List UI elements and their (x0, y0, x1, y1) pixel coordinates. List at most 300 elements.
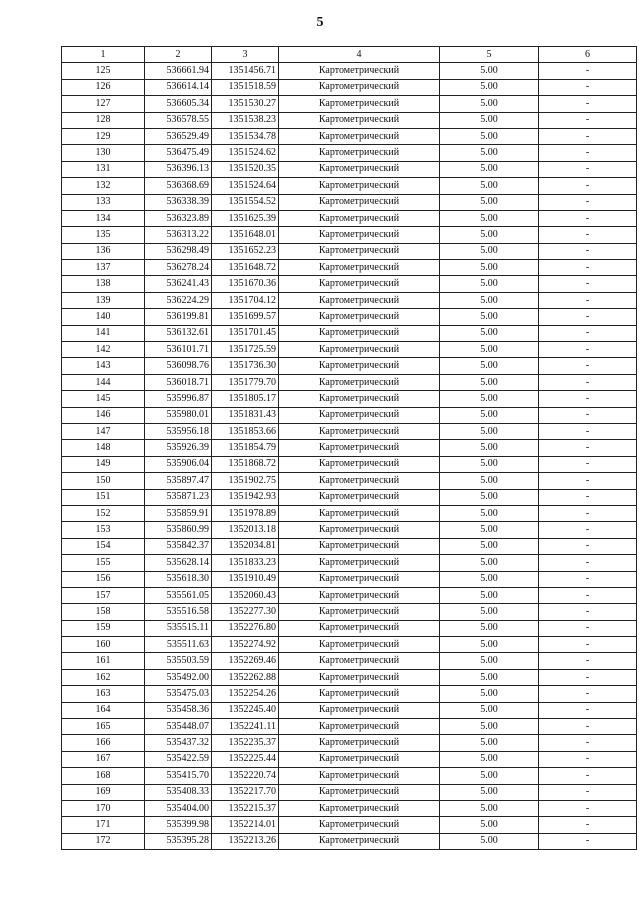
method-cell: Картометрический (279, 686, 440, 702)
x-coordinate-cell: 535458.36 (145, 702, 212, 718)
coordinates-table (61, 46, 637, 850)
x-coordinate-cell: 536199.81 (145, 309, 212, 325)
description-cell: - (539, 620, 637, 636)
accuracy-cell: 5.00 (440, 686, 539, 702)
x-coordinate-cell: 535860.99 (145, 522, 212, 538)
y-coordinate-cell: 1352254.26 (212, 686, 279, 702)
accuracy-cell: 5.00 (440, 719, 539, 735)
method-cell: Картометрический (279, 719, 440, 735)
method-cell: Картометрический (279, 243, 440, 259)
accuracy-cell: 5.00 (440, 817, 539, 833)
accuracy-cell: 5.00 (440, 768, 539, 784)
point-number-cell: 161 (62, 653, 145, 669)
table-row (62, 145, 637, 161)
description-cell: - (539, 686, 637, 702)
point-number-cell: 165 (62, 719, 145, 735)
x-coordinate-cell: 536396.13 (145, 161, 212, 177)
x-coordinate-cell: 536278.24 (145, 260, 212, 276)
point-number-cell: 147 (62, 423, 145, 439)
method-cell: Картометрический (279, 669, 440, 685)
accuracy-cell: 5.00 (440, 571, 539, 587)
point-number-cell: 143 (62, 358, 145, 374)
page-number: 5 (316, 15, 324, 30)
description-cell: - (539, 735, 637, 751)
table-row (62, 719, 637, 735)
x-coordinate-cell: 535395.28 (145, 833, 212, 849)
method-cell: Картометрический (279, 800, 440, 816)
table-row (62, 161, 637, 177)
point-number-cell: 132 (62, 178, 145, 194)
y-coordinate-cell: 1351670.36 (212, 276, 279, 292)
x-coordinate-cell: 536101.71 (145, 342, 212, 358)
y-coordinate-cell: 1352214.01 (212, 817, 279, 833)
point-number-cell: 153 (62, 522, 145, 538)
table-row (62, 440, 637, 456)
y-coordinate-cell: 1351648.01 (212, 227, 279, 243)
table-row (62, 669, 637, 685)
point-number-cell: 125 (62, 63, 145, 79)
point-number-cell: 162 (62, 669, 145, 685)
method-cell: Картометрический (279, 587, 440, 603)
method-cell: Картометрический (279, 751, 440, 767)
accuracy-cell: 5.00 (440, 210, 539, 226)
table-row (62, 79, 637, 95)
table-row (62, 522, 637, 538)
method-cell: Картометрический (279, 620, 440, 636)
table-body (62, 63, 637, 850)
description-cell: - (539, 243, 637, 259)
point-number-cell: 136 (62, 243, 145, 259)
y-coordinate-cell: 1351534.78 (212, 128, 279, 144)
table-row (62, 751, 637, 767)
method-cell: Картометрический (279, 325, 440, 341)
method-cell: Картометрический (279, 309, 440, 325)
table-row (62, 686, 637, 702)
table-row (62, 292, 637, 308)
x-coordinate-cell: 535842.37 (145, 538, 212, 554)
table-row (62, 456, 637, 472)
point-number-cell: 157 (62, 587, 145, 603)
y-coordinate-cell: 1351736.30 (212, 358, 279, 374)
y-coordinate-cell: 1351652.23 (212, 243, 279, 259)
y-coordinate-cell: 1351524.64 (212, 178, 279, 194)
y-coordinate-cell: 1352220.74 (212, 768, 279, 784)
table-row (62, 702, 637, 718)
table-row (62, 63, 637, 79)
point-number-cell: 167 (62, 751, 145, 767)
accuracy-cell: 5.00 (440, 604, 539, 620)
x-coordinate-cell: 536614.14 (145, 79, 212, 95)
accuracy-cell: 5.00 (440, 751, 539, 767)
description-cell: - (539, 112, 637, 128)
header-col-2: 2 (145, 47, 212, 63)
accuracy-cell: 5.00 (440, 358, 539, 374)
table-row (62, 194, 637, 210)
accuracy-cell: 5.00 (440, 260, 539, 276)
y-coordinate-cell: 1352215.37 (212, 800, 279, 816)
description-cell: - (539, 423, 637, 439)
description-cell: - (539, 391, 637, 407)
point-number-cell: 159 (62, 620, 145, 636)
y-coordinate-cell: 1352277.30 (212, 604, 279, 620)
y-coordinate-cell: 1352274.92 (212, 637, 279, 653)
accuracy-cell: 5.00 (440, 79, 539, 95)
method-cell: Картометрический (279, 178, 440, 194)
accuracy-cell: 5.00 (440, 391, 539, 407)
x-coordinate-cell: 535503.59 (145, 653, 212, 669)
method-cell: Картометрический (279, 555, 440, 571)
accuracy-cell: 5.00 (440, 522, 539, 538)
y-coordinate-cell: 1351530.27 (212, 96, 279, 112)
y-coordinate-cell: 1351699.57 (212, 309, 279, 325)
accuracy-cell: 5.00 (440, 194, 539, 210)
accuracy-cell: 5.00 (440, 423, 539, 439)
accuracy-cell: 5.00 (440, 620, 539, 636)
description-cell: - (539, 456, 637, 472)
table-row (62, 800, 637, 816)
method-cell: Картометрический (279, 604, 440, 620)
y-coordinate-cell: 1351902.75 (212, 473, 279, 489)
accuracy-cell: 5.00 (440, 407, 539, 423)
y-coordinate-cell: 1351701.45 (212, 325, 279, 341)
table-row (62, 112, 637, 128)
accuracy-cell: 5.00 (440, 309, 539, 325)
description-cell: - (539, 653, 637, 669)
table-row (62, 325, 637, 341)
description-cell: - (539, 194, 637, 210)
x-coordinate-cell: 536578.55 (145, 112, 212, 128)
accuracy-cell: 5.00 (440, 669, 539, 685)
point-number-cell: 133 (62, 194, 145, 210)
point-number-cell: 134 (62, 210, 145, 226)
point-number-cell: 130 (62, 145, 145, 161)
point-number-cell: 129 (62, 128, 145, 144)
y-coordinate-cell: 1351518.59 (212, 79, 279, 95)
method-cell: Картометрический (279, 423, 440, 439)
accuracy-cell: 5.00 (440, 653, 539, 669)
point-number-cell: 152 (62, 505, 145, 521)
x-coordinate-cell: 535996.87 (145, 391, 212, 407)
accuracy-cell: 5.00 (440, 243, 539, 259)
table-row (62, 784, 637, 800)
accuracy-cell: 5.00 (440, 178, 539, 194)
point-number-cell: 140 (62, 309, 145, 325)
y-coordinate-cell: 1351779.70 (212, 374, 279, 390)
method-cell: Картометрический (279, 489, 440, 505)
table-row (62, 833, 637, 849)
method-cell: Картометрический (279, 227, 440, 243)
accuracy-cell: 5.00 (440, 128, 539, 144)
method-cell: Картометрический (279, 145, 440, 161)
accuracy-cell: 5.00 (440, 96, 539, 112)
y-coordinate-cell: 1351853.66 (212, 423, 279, 439)
point-number-cell: 139 (62, 292, 145, 308)
x-coordinate-cell: 535906.04 (145, 456, 212, 472)
method-cell: Картометрический (279, 456, 440, 472)
x-coordinate-cell: 536313.22 (145, 227, 212, 243)
point-number-cell: 164 (62, 702, 145, 718)
description-cell: - (539, 604, 637, 620)
y-coordinate-cell: 1352013.18 (212, 522, 279, 538)
method-cell: Картометрический (279, 407, 440, 423)
point-number-cell: 148 (62, 440, 145, 456)
y-coordinate-cell: 1352217.70 (212, 784, 279, 800)
x-coordinate-cell: 536224.29 (145, 292, 212, 308)
description-cell: - (539, 96, 637, 112)
point-number-cell: 127 (62, 96, 145, 112)
x-coordinate-cell: 536323.89 (145, 210, 212, 226)
x-coordinate-cell: 535561.05 (145, 587, 212, 603)
point-number-cell: 131 (62, 161, 145, 177)
y-coordinate-cell: 1352235.37 (212, 735, 279, 751)
description-cell: - (539, 63, 637, 79)
method-cell: Картометрический (279, 505, 440, 521)
method-cell: Картометрический (279, 112, 440, 128)
description-cell: - (539, 669, 637, 685)
table-row (62, 735, 637, 751)
x-coordinate-cell: 535859.91 (145, 505, 212, 521)
method-cell: Картометрический (279, 833, 440, 849)
x-coordinate-cell: 535516.58 (145, 604, 212, 620)
point-number-cell: 158 (62, 604, 145, 620)
method-cell: Картометрический (279, 96, 440, 112)
point-number-cell: 169 (62, 784, 145, 800)
point-number-cell: 156 (62, 571, 145, 587)
x-coordinate-cell: 535415.70 (145, 768, 212, 784)
y-coordinate-cell: 1352269.46 (212, 653, 279, 669)
description-cell: - (539, 719, 637, 735)
y-coordinate-cell: 1351805.17 (212, 391, 279, 407)
point-number-cell: 160 (62, 637, 145, 653)
y-coordinate-cell: 1351524.62 (212, 145, 279, 161)
description-cell: - (539, 79, 637, 95)
point-number-cell: 144 (62, 374, 145, 390)
method-cell: Картометрический (279, 374, 440, 390)
method-cell: Картометрический (279, 440, 440, 456)
y-coordinate-cell: 1351910.49 (212, 571, 279, 587)
method-cell: Картометрический (279, 63, 440, 79)
x-coordinate-cell: 535511.63 (145, 637, 212, 653)
point-number-cell: 138 (62, 276, 145, 292)
method-cell: Картометрический (279, 817, 440, 833)
accuracy-cell: 5.00 (440, 161, 539, 177)
table-row (62, 96, 637, 112)
description-cell: - (539, 637, 637, 653)
point-number-cell: 145 (62, 391, 145, 407)
x-coordinate-cell: 535492.00 (145, 669, 212, 685)
description-cell: - (539, 555, 637, 571)
y-coordinate-cell: 1352262.88 (212, 669, 279, 685)
table-row (62, 817, 637, 833)
accuracy-cell: 5.00 (440, 735, 539, 751)
method-cell: Картометрический (279, 391, 440, 407)
point-number-cell: 171 (62, 817, 145, 833)
y-coordinate-cell: 1351625.39 (212, 210, 279, 226)
description-cell: - (539, 178, 637, 194)
accuracy-cell: 5.00 (440, 505, 539, 521)
table-row (62, 653, 637, 669)
accuracy-cell: 5.00 (440, 637, 539, 653)
description-cell: - (539, 210, 637, 226)
description-cell: - (539, 522, 637, 538)
y-coordinate-cell: 1351868.72 (212, 456, 279, 472)
method-cell: Картометрический (279, 161, 440, 177)
y-coordinate-cell: 1352241.11 (212, 719, 279, 735)
x-coordinate-cell: 535956.18 (145, 423, 212, 439)
point-number-cell: 135 (62, 227, 145, 243)
point-number-cell: 149 (62, 456, 145, 472)
method-cell: Картометрический (279, 768, 440, 784)
y-coordinate-cell: 1351725.59 (212, 342, 279, 358)
x-coordinate-cell: 535618.30 (145, 571, 212, 587)
point-number-cell: 128 (62, 112, 145, 128)
description-cell: - (539, 587, 637, 603)
header-row (62, 47, 637, 63)
y-coordinate-cell: 1351520.35 (212, 161, 279, 177)
x-coordinate-cell: 535422.59 (145, 751, 212, 767)
y-coordinate-cell: 1352060.43 (212, 587, 279, 603)
x-coordinate-cell: 536132.61 (145, 325, 212, 341)
point-number-cell: 154 (62, 538, 145, 554)
description-cell: - (539, 571, 637, 587)
description-cell: - (539, 358, 637, 374)
description-cell: - (539, 292, 637, 308)
description-cell: - (539, 702, 637, 718)
method-cell: Картометрический (279, 128, 440, 144)
table-row (62, 358, 637, 374)
method-cell: Картометрический (279, 653, 440, 669)
table-row (62, 768, 637, 784)
table-row (62, 374, 637, 390)
description-cell: - (539, 227, 637, 243)
y-coordinate-cell: 1351978.89 (212, 505, 279, 521)
table-row (62, 227, 637, 243)
accuracy-cell: 5.00 (440, 227, 539, 243)
table-row (62, 637, 637, 653)
x-coordinate-cell: 535980.01 (145, 407, 212, 423)
accuracy-cell: 5.00 (440, 784, 539, 800)
accuracy-cell: 5.00 (440, 112, 539, 128)
description-cell: - (539, 800, 637, 816)
description-cell: - (539, 325, 637, 341)
y-coordinate-cell: 1351854.79 (212, 440, 279, 456)
table-row (62, 505, 637, 521)
accuracy-cell: 5.00 (440, 374, 539, 390)
description-cell: - (539, 473, 637, 489)
point-number-cell: 172 (62, 833, 145, 849)
y-coordinate-cell: 1351942.93 (212, 489, 279, 505)
accuracy-cell: 5.00 (440, 145, 539, 161)
description-cell: - (539, 751, 637, 767)
accuracy-cell: 5.00 (440, 292, 539, 308)
table-row (62, 489, 637, 505)
point-number-cell: 150 (62, 473, 145, 489)
point-number-cell: 163 (62, 686, 145, 702)
point-number-cell: 168 (62, 768, 145, 784)
accuracy-cell: 5.00 (440, 702, 539, 718)
method-cell: Картометрический (279, 292, 440, 308)
y-coordinate-cell: 1351704.12 (212, 292, 279, 308)
description-cell: - (539, 407, 637, 423)
table-row (62, 538, 637, 554)
description-cell: - (539, 342, 637, 358)
x-coordinate-cell: 535475.03 (145, 686, 212, 702)
description-cell: - (539, 833, 637, 849)
x-coordinate-cell: 535404.00 (145, 800, 212, 816)
method-cell: Картометрический (279, 342, 440, 358)
header-col-4: 4 (279, 47, 440, 63)
method-cell: Картометрический (279, 784, 440, 800)
y-coordinate-cell: 1352225.44 (212, 751, 279, 767)
x-coordinate-cell: 535628.14 (145, 555, 212, 571)
x-coordinate-cell: 536475.49 (145, 145, 212, 161)
x-coordinate-cell: 535871.23 (145, 489, 212, 505)
accuracy-cell: 5.00 (440, 473, 539, 489)
x-coordinate-cell: 536241.43 (145, 276, 212, 292)
description-cell: - (539, 260, 637, 276)
x-coordinate-cell: 536368.69 (145, 178, 212, 194)
y-coordinate-cell: 1352034.81 (212, 538, 279, 554)
y-coordinate-cell: 1352213.26 (212, 833, 279, 849)
y-coordinate-cell: 1351456.71 (212, 63, 279, 79)
description-cell: - (539, 768, 637, 784)
point-number-cell: 126 (62, 79, 145, 95)
accuracy-cell: 5.00 (440, 342, 539, 358)
point-number-cell: 146 (62, 407, 145, 423)
method-cell: Картометрический (279, 637, 440, 653)
description-cell: - (539, 374, 637, 390)
x-coordinate-cell: 535515.11 (145, 620, 212, 636)
y-coordinate-cell: 1352276.80 (212, 620, 279, 636)
table-row (62, 473, 637, 489)
point-number-cell: 155 (62, 555, 145, 571)
method-cell: Картометрический (279, 522, 440, 538)
accuracy-cell: 5.00 (440, 63, 539, 79)
accuracy-cell: 5.00 (440, 489, 539, 505)
y-coordinate-cell: 1352245.40 (212, 702, 279, 718)
table-row (62, 604, 637, 620)
table-row (62, 571, 637, 587)
table-row (62, 276, 637, 292)
x-coordinate-cell: 535448.07 (145, 719, 212, 735)
description-cell: - (539, 276, 637, 292)
description-cell: - (539, 440, 637, 456)
x-coordinate-cell: 535437.32 (145, 735, 212, 751)
method-cell: Картометрический (279, 735, 440, 751)
method-cell: Картометрический (279, 571, 440, 587)
table-row (62, 243, 637, 259)
accuracy-cell: 5.00 (440, 440, 539, 456)
y-coordinate-cell: 1351648.72 (212, 260, 279, 276)
table-row (62, 342, 637, 358)
x-coordinate-cell: 536018.71 (145, 374, 212, 390)
table-row (62, 128, 637, 144)
description-cell: - (539, 505, 637, 521)
x-coordinate-cell: 536298.49 (145, 243, 212, 259)
point-number-cell: 141 (62, 325, 145, 341)
point-number-cell: 142 (62, 342, 145, 358)
table-row (62, 423, 637, 439)
table-header (62, 47, 637, 63)
table-row (62, 260, 637, 276)
point-number-cell: 151 (62, 489, 145, 505)
description-cell: - (539, 489, 637, 505)
table-row (62, 391, 637, 407)
table-row (62, 407, 637, 423)
x-coordinate-cell: 535408.33 (145, 784, 212, 800)
x-coordinate-cell: 535897.47 (145, 473, 212, 489)
description-cell: - (539, 784, 637, 800)
